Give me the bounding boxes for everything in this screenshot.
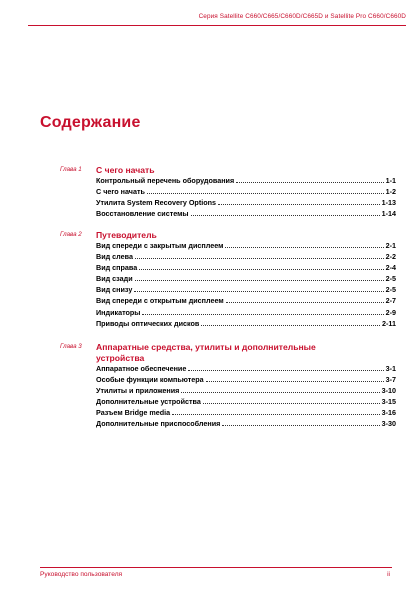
entry-page: 3-10 [381,386,396,396]
toc-entry[interactable] [96,364,396,375]
entry-page: 2-4 [385,263,396,273]
entry-text: С чего начать [96,187,145,197]
toc-entry[interactable] [96,252,396,263]
entry-page: 3-16 [381,408,396,418]
entry-text: Аппаратное обеспечение [96,364,187,373]
entry-page: 1-13 [381,198,396,208]
entry-page: 3-30 [381,419,396,429]
entry-page: 2-5 [385,274,396,284]
toc-entry[interactable] [96,408,396,419]
entry-page: 2-1 [385,241,396,250]
toc-entry[interactable] [96,319,396,330]
page-title: Содержание [40,114,141,131]
toc-entry[interactable] [96,198,396,209]
chapter-title[interactable]: С чего начать [96,165,155,175]
dot-leader [206,375,384,382]
chapter-title[interactable]: Путеводитель [96,230,157,240]
dot-leader [172,408,379,415]
dot-leader [188,364,383,371]
entry-text: Восстановление системы [96,209,189,219]
footer-manual-title: Руководство пользователя [40,571,123,578]
entry-text: Дополнительные устройства [96,397,201,407]
entry-text: Вид спереди с закрытым дисплеем [96,241,224,250]
entry-text: Приводы оптических дисков [96,318,200,328]
dot-leader [222,419,379,426]
dot-leader [135,252,384,259]
dot-leader [191,209,380,216]
entry-page: 2-7 [385,296,396,306]
header-series-title: Серия Satellite C660/C665/C660D/C665D и Satellite Pro C660/C660D [198,13,406,20]
chapter-label: Глава 2 [60,231,82,238]
toc-entry[interactable] [96,375,396,386]
chapter-label: Глава 1 [60,166,82,173]
entry-page: 2-2 [385,252,396,262]
chapter-entries [96,176,396,220]
entry-page: 3-7 [385,375,396,385]
toc-entry[interactable] [96,274,396,285]
toc-entry[interactable] [96,176,396,187]
entry-page: 1-1 [385,176,396,185]
entry-page: 3-15 [381,397,396,407]
toc-entry[interactable] [96,296,396,307]
dot-leader [134,285,383,292]
dot-leader [203,397,380,404]
footer-page-number: ii [387,571,390,578]
chapter-title[interactable]: Аппаратные средства, утилиты и дополнительные устройства [96,342,316,363]
toc-entry[interactable] [96,308,396,319]
entry-text: Утилита System Recovery Options [96,198,216,208]
chapter-label: Глава 3 [60,343,82,350]
dot-leader [225,241,383,248]
footer-rule [40,567,392,568]
entry-text: Вид слева [96,252,133,262]
toc-entry[interactable] [96,386,396,397]
entry-text: Индикаторы [96,307,141,317]
dot-leader [236,176,383,183]
entry-text: Вид снизу [96,285,133,295]
toc-entry[interactable] [96,285,396,296]
dot-leader [218,198,380,205]
dot-leader [226,296,384,303]
chapter-entries [96,241,396,330]
entry-text: Утилиты и приложения [96,386,180,396]
entry-text: Вид спереди с открытым дисплеем [96,296,224,306]
toc-entry[interactable] [96,397,396,408]
page-header [0,0,420,27]
toc-entry[interactable] [96,263,396,274]
header-rule [28,25,406,26]
entry-text: Дополнительные приспособления [96,419,221,429]
toc-entry[interactable] [96,209,396,220]
dot-leader [139,263,383,270]
entry-page: 3-1 [385,364,396,373]
toc-entry[interactable] [96,241,396,252]
entry-text: Вид справа [96,263,138,273]
toc-entry[interactable] [96,187,396,198]
dot-leader [142,308,383,315]
dot-leader [201,319,380,326]
dot-leader [147,187,384,194]
entry-page: 1-2 [385,187,396,197]
chapter-entries [96,364,396,431]
entry-text: Особые функции компьютера [96,375,204,385]
dot-leader [135,274,384,281]
entry-page: 2-5 [385,285,396,295]
entry-page: 2-9 [385,307,396,317]
toc-entry[interactable] [96,419,396,430]
page-footer [0,560,420,595]
entry-text: Разъем Bridge media [96,408,171,418]
entry-text: Контрольный перечень оборудования [96,176,235,185]
entry-page: 2-11 [382,318,396,328]
dot-leader [181,386,379,393]
entry-page: 1-14 [381,209,396,219]
entry-text: Вид сзади [96,274,133,284]
